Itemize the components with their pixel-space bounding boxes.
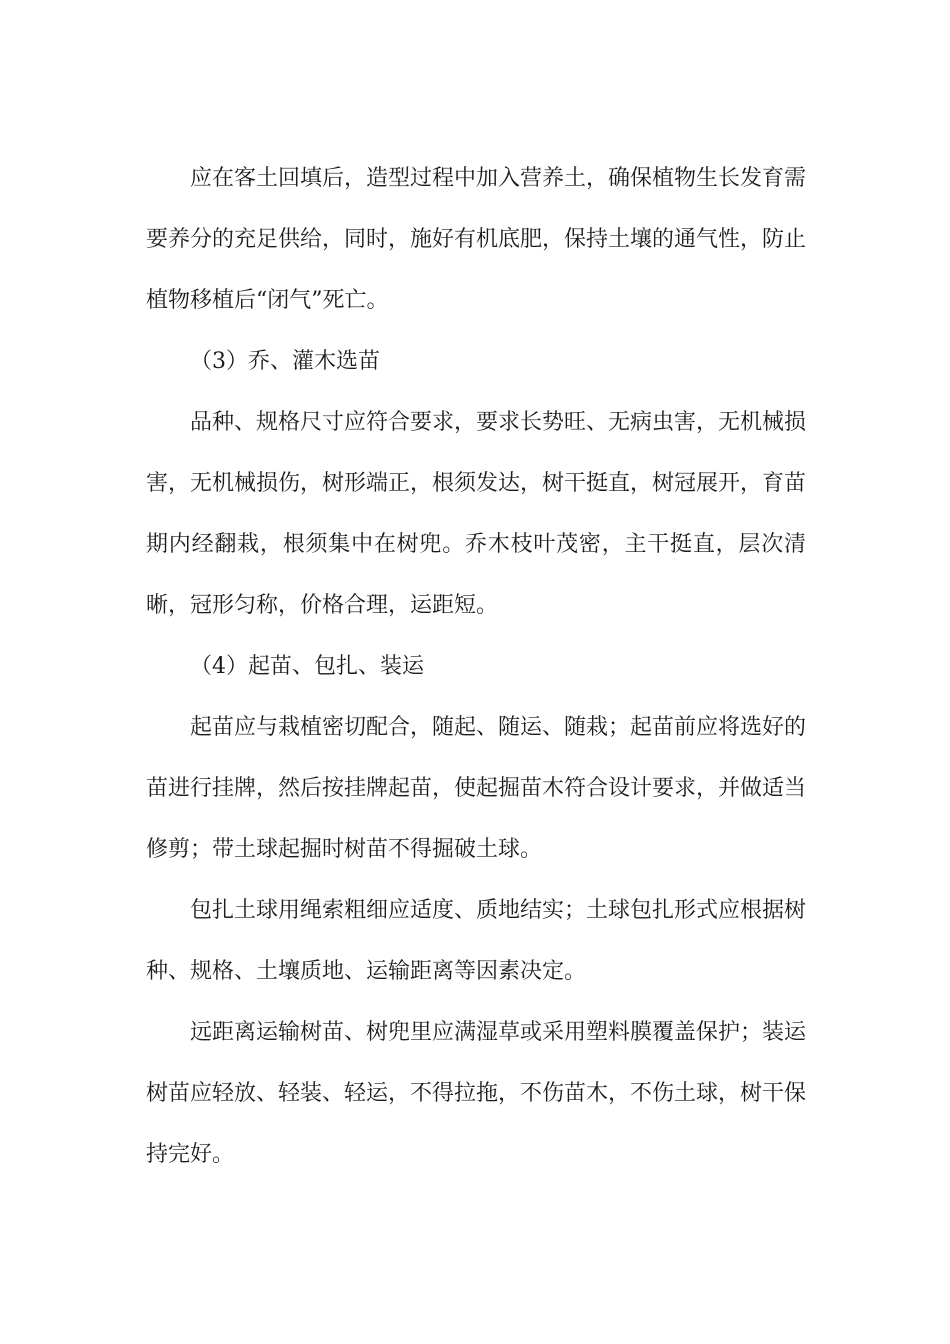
body-paragraph-wrapping: 包扎土球用绳索粗细应适度、质地结实；土球包扎形式应根据树种、规格、土壤质地、运输距离等因素决定。 xyxy=(146,898,807,984)
body-paragraph-soil: 应在客土回填后，造型过程中加入营养土，确保植物生长发育需要养分的充足供给，同时，施好有机底肥，保持土壤的通气性，防止植物移植后“闭气”死亡。 xyxy=(146,166,807,313)
document-body xyxy=(146,148,806,1185)
body-paragraph-transport: 远距离运输树苗、树兜里应满湿草或采用塑料膜覆盖保护；装运树苗应轻放、轻装、轻运，不得拉拖，不伤苗木，不伤土球，树干保持完好。 xyxy=(146,1020,807,1167)
section-heading-lifting-wrapping-transport: （4）起苗、包扎、装运 xyxy=(190,654,424,679)
body-paragraph-seedling-requirements: 品种、规格尺寸应符合要求，要求长势旺、无病虫害，无机械损害，无机械损伤，树形端正，根须发达，树干挺直，树冠展开，育苗期内经翻栽，根须集中在树兜。乔木枝叶茂密，主干挺直，层次清晰，冠形匀称，价格合理，运距短。 xyxy=(146,410,807,618)
body-paragraph-lifting: 起苗应与栽植密切配合，随起、随运、随栽；起苗前应将选好的苗进行挂牌，然后按挂牌起苗，使起掘苗木符合设计要求，并做适当修剪；带土球起掘时树苗不得掘破土球。 xyxy=(146,715,807,862)
section-heading-seedling-selection: （3）乔、灌木选苗 xyxy=(190,349,380,374)
